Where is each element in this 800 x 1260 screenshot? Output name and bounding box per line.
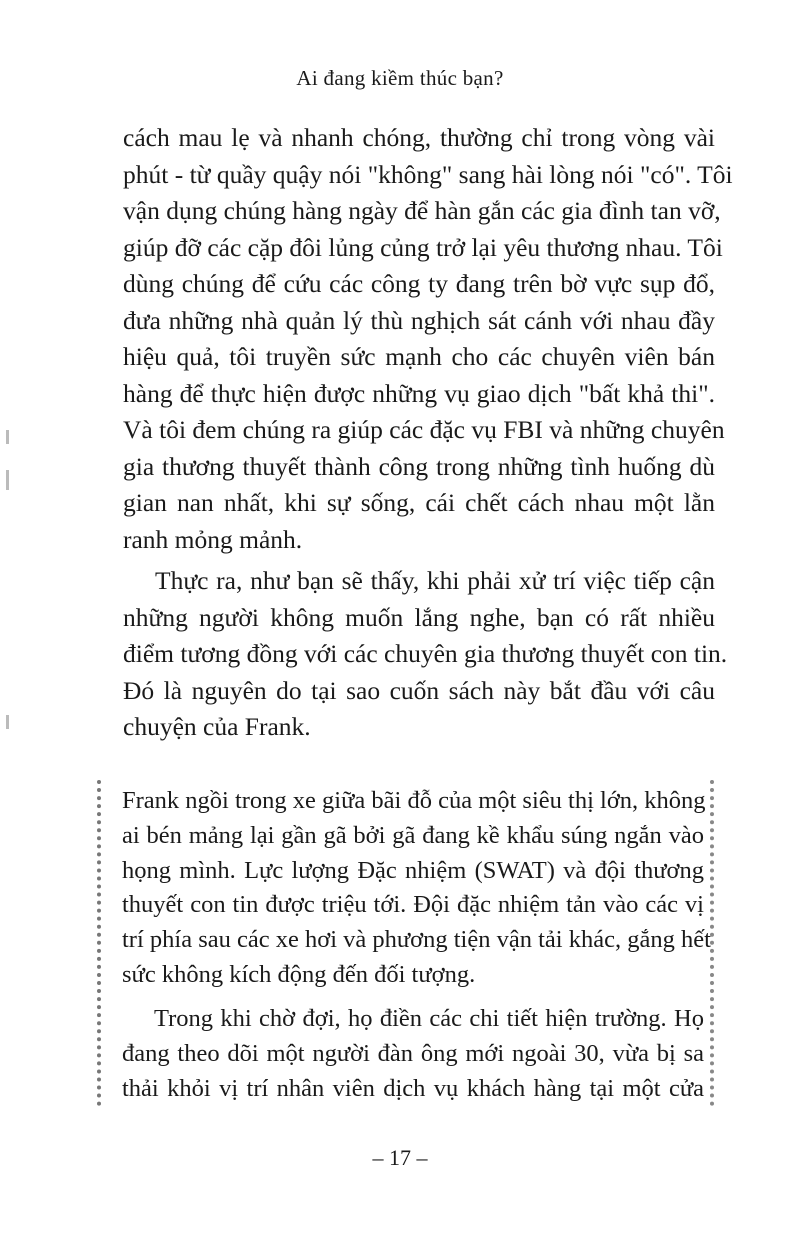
story-paragraph-2 bbox=[122, 1002, 704, 1106]
text-line: Đó là nguyên do tại sao cuốn sách này bắt đầu với câu bbox=[123, 675, 715, 705]
text-line: dùng chúng để cứu các công ty đang trên bờ vực sụp đổ, bbox=[123, 269, 715, 298]
text-line: đưa những nhà quản lý thù nghịch sát cánh với nhau đầy bbox=[123, 305, 715, 335]
text-line: sức không kích động đến đối tượng. bbox=[122, 960, 476, 988]
body-paragraph-1 bbox=[123, 120, 733, 558]
scan-artifact bbox=[6, 430, 9, 444]
page-number: – 17 – bbox=[372, 1145, 428, 1170]
story-paragraph-1 bbox=[122, 784, 711, 993]
text-line: vận dụng chúng hàng ngày để hàn gắn các gia đình tan vỡ, bbox=[123, 196, 721, 225]
body-paragraph-2 bbox=[123, 563, 728, 746]
text-line: phút - từ quầy quậy nói "không" sang hài lòng nói "có". Tôi bbox=[123, 159, 733, 189]
text-line: giúp đỡ các cặp đôi lủng củng trở lại yêu thương nhau. Tôi bbox=[123, 232, 723, 262]
text-line: cách mau lẹ và nhanh chóng, thường chỉ trong vòng vài bbox=[123, 123, 715, 152]
text-line: ai bén mảng lại gần gã bởi gã đang kề khẩu súng ngắn vào bbox=[122, 821, 704, 849]
text-line: hiệu quả, tôi truyền sức mạnh cho các chuyên viên bán bbox=[123, 342, 715, 371]
text-line: điểm tương đồng với các chuyên gia thương thuyết con tin. bbox=[123, 639, 728, 668]
text-line: Trong khi chờ đợi, họ điền các chi tiết hiện trường. Họ bbox=[154, 1005, 704, 1032]
text-line: đang theo dõi một người đàn ông mới ngoài 30, vừa bị sa bbox=[122, 1039, 704, 1067]
text-line: Frank ngồi trong xe giữa bãi đỗ của một siêu thị lớn, không bbox=[122, 787, 706, 814]
text-line: thải khỏi vị trí nhân viên dịch vụ khách hàng tại một cửa bbox=[122, 1074, 704, 1102]
text-line: Thực ra, như bạn sẽ thấy, khi phải xử trí việc tiếp cận bbox=[155, 566, 715, 595]
text-line: những người không muốn lắng nghe, bạn có rất nhiều bbox=[123, 602, 715, 632]
scan-artifact bbox=[6, 715, 9, 729]
text-line: họng mình. Lực lượng Đặc nhiệm (SWAT) và đội thương bbox=[122, 856, 704, 884]
text-line: chuyện của Frank. bbox=[123, 712, 311, 741]
text-line: gian nan nhất, khi sự sống, cái chết cách nhau một lằn bbox=[123, 488, 715, 517]
text-line: hàng để thực hiện được những vụ giao dịch "bất khả thi". bbox=[123, 378, 715, 408]
text-line: thuyết con tin được triệu tới. Đội đặc nhiệm tản vào các vị bbox=[122, 891, 704, 919]
boxed-story bbox=[97, 780, 714, 1106]
text-line: ranh mỏng mảnh. bbox=[123, 524, 303, 554]
text-line: gia thương thuyết thành công trong những tình huống dù bbox=[123, 451, 715, 481]
scan-artifact bbox=[6, 470, 9, 490]
text-line: Và tôi đem chúng ra giúp các đặc vụ FBI và những chuyên bbox=[123, 415, 725, 444]
text-line: trí phía sau các xe hơi và phương tiện vận tải khác, gắng hết bbox=[122, 926, 711, 954]
running-header: Ai đang kiềm thúc bạn? bbox=[296, 66, 504, 90]
